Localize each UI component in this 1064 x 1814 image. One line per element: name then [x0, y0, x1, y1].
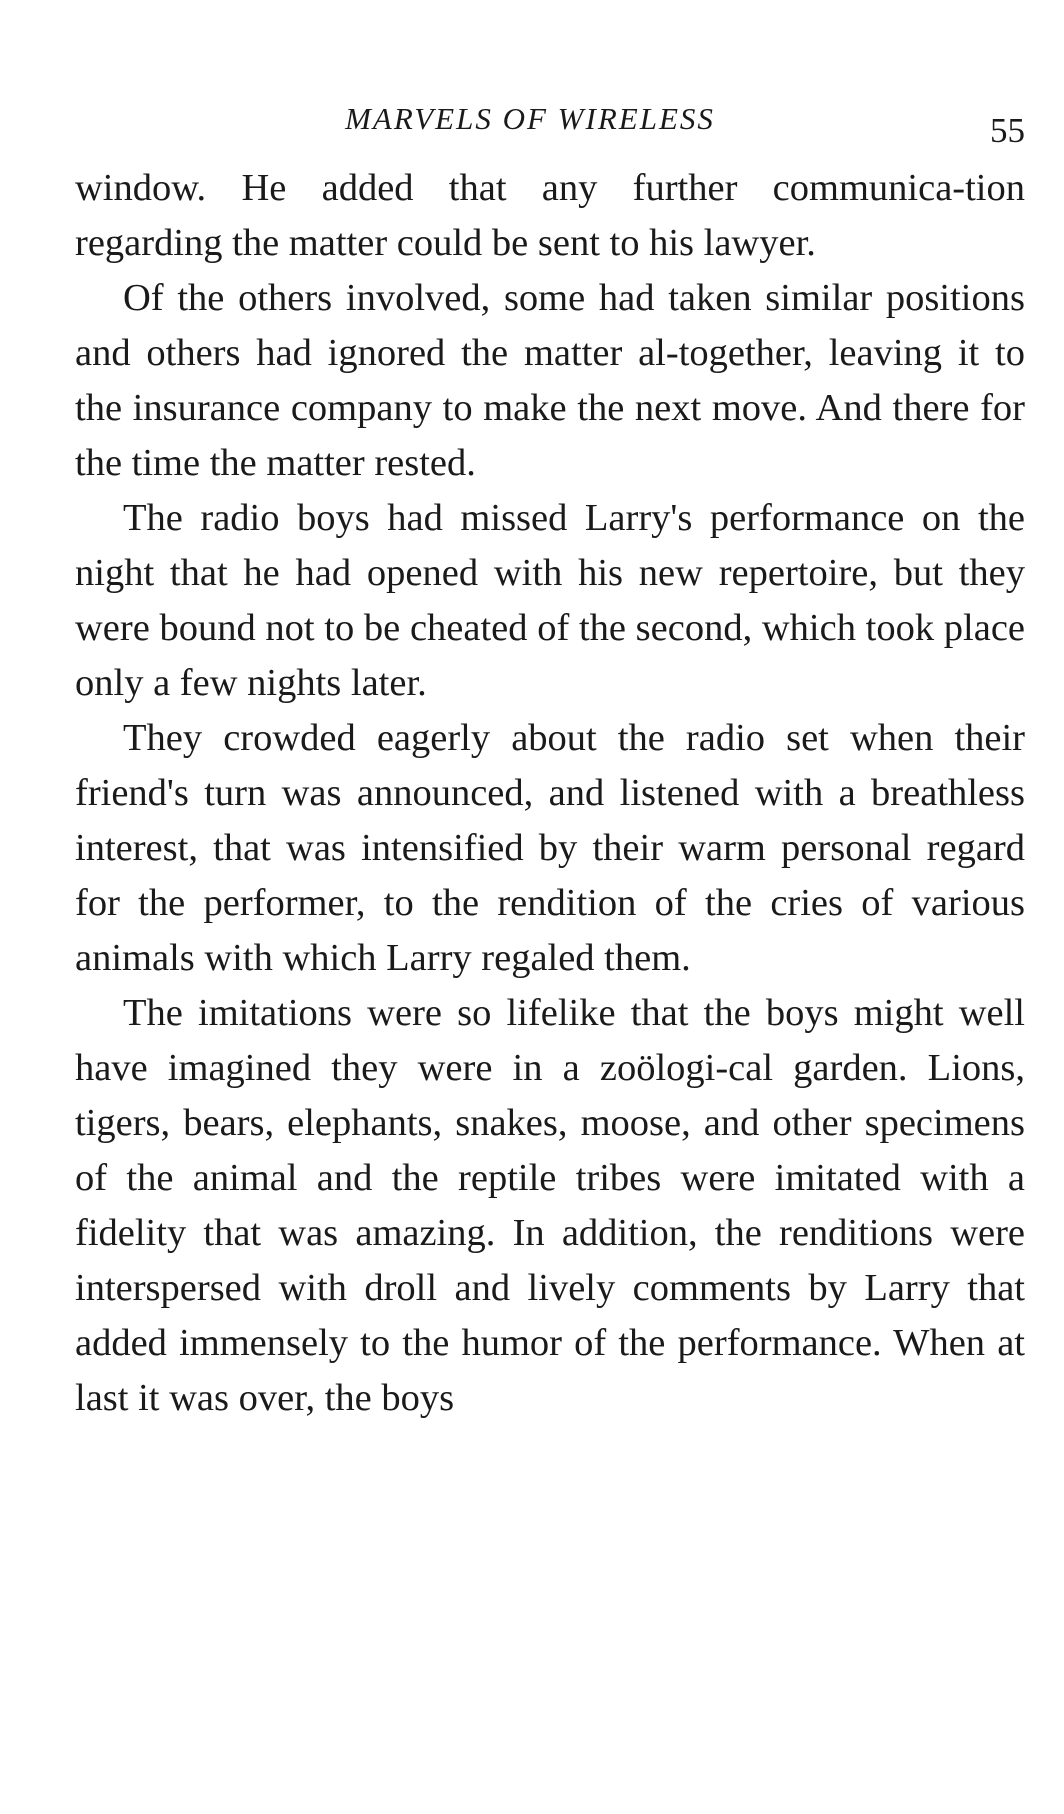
paragraph-5: The imitations were so lifelike that the boys might well have imagined they were in a zoölogi-cal garden. Lions, tigers, bears, elephants, snakes, moose, and other specimens of the animal and the reptile tribes were imitated with a fidelity that was amazing. In addition, the renditions were interspersed with droll and lively comments by Larry that added immensely to the humor of the performance. When at last it was over, the boys — [75, 992, 1025, 1419]
paragraph-4: They crowded eagerly about the radio set when their friend's turn was announced, and listened with a breathless interest, that was intensified by their warm personal regard for the performer, to the rendition of the cries of various animals with which Larry regaled them. — [75, 717, 1025, 979]
running-head — [75, 95, 1025, 153]
body-text — [75, 161, 1025, 1426]
paragraph-1: window. He added that any further communica-tion regarding the matter could be sent to his lawyer. — [75, 167, 1025, 264]
paragraph-3: The radio boys had missed Larry's performance on the night that he had opened with his new repertoire, but they were bound not to be cheated of the second, which took place only a few nights later. — [75, 497, 1025, 704]
page-number: 55 — [990, 111, 1025, 150]
book-page — [75, 95, 1025, 1426]
paragraph-2: Of the others involved, some had taken similar positions and others had ignored the matter al-together, leaving it to the insurance company to make the next move. And there for the time the matter rested. — [75, 277, 1025, 484]
running-title: MARVELS OF WIRELESS — [345, 101, 715, 136]
